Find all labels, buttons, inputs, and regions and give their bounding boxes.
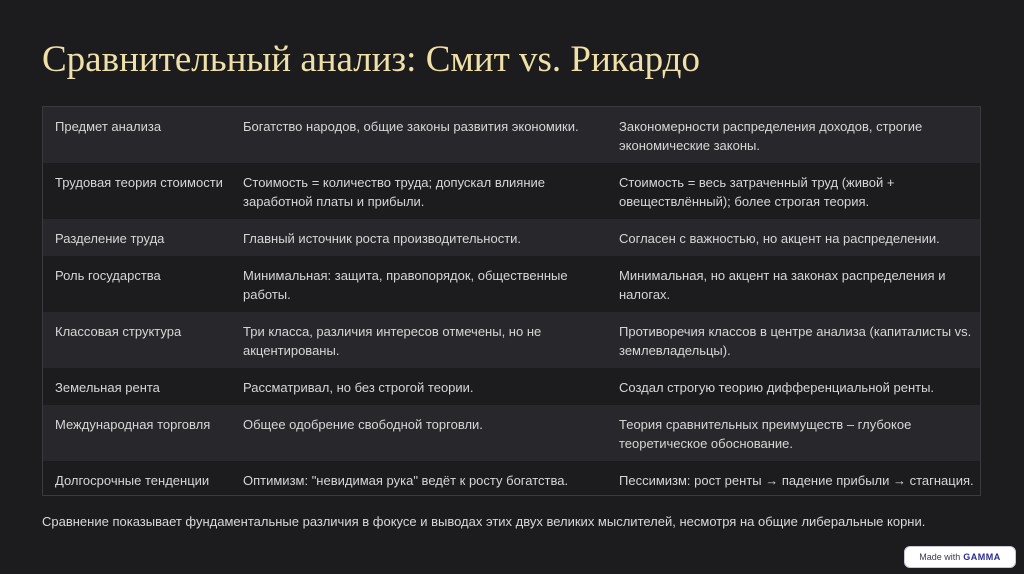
smith-cell: Минимальная: защита, правопорядок, общественные работы. — [243, 268, 568, 302]
ricardo-cell: Закономерности распределения доходов, строгие экономические законы. — [619, 119, 923, 153]
smith-cell: Богатство народов, общие законы развития экономики. — [243, 119, 579, 134]
row-label: Трудовая теория стоимости — [55, 175, 223, 190]
table-row — [43, 312, 980, 368]
row-label: Роль государства — [55, 268, 161, 283]
badge-prefix: Made with — [919, 552, 961, 562]
row-label: Разделение труда — [55, 231, 165, 246]
table-row — [43, 368, 980, 405]
table-row — [43, 256, 980, 312]
smith-cell: Стоимость = количество труда; допускал влияние заработной платы и прибыли. — [243, 175, 546, 209]
ricardo-cell: Создал строгую теорию дифференциальной ренты. — [619, 380, 935, 395]
gamma-logo: GAMMA — [963, 552, 1001, 562]
page-title: Сравнительный анализ: Смит vs. Рикардо — [42, 39, 700, 80]
table-row — [43, 219, 980, 256]
row-label: Земельная рента — [55, 380, 160, 395]
made-with-gamma-badge[interactable] — [904, 546, 1016, 568]
row-label: Долгосрочные тенденции — [55, 473, 210, 488]
ricardo-cell: Согласен с важностью, но акцент на распределении. — [619, 231, 940, 246]
footnote: Сравнение показывает фундаментальные различия в фокусе и выводах этих двух великих мыслителей, несмотря на общие либеральные корни. — [42, 514, 926, 529]
ricardo-cell: Противоречия классов в центре анализа (капиталисты vs. землевладельцы). — [619, 324, 972, 358]
ricardo-cell: Минимальная, но акцент на законах распределения и налогах. — [619, 268, 946, 302]
ricardo-cell: Теория сравнительных преимуществ – глубокое теоретическое обоснование. — [619, 417, 912, 451]
table-row — [43, 107, 980, 163]
smith-cell: Оптимизм: "невидимая рука" ведёт к росту богатства. — [243, 473, 569, 488]
table-row — [43, 163, 980, 219]
table-row — [43, 461, 980, 495]
row-label: Предмет анализа — [55, 119, 162, 134]
row-label: Классовая структура — [55, 324, 182, 339]
table-row — [43, 405, 980, 461]
comparison-table — [42, 106, 981, 496]
smith-cell: Общее одобрение свободной торговли. — [243, 417, 483, 432]
smith-cell: Три класса, различия интересов отмечены, но не акцентированы. — [243, 324, 542, 358]
smith-cell: Главный источник роста производительности. — [243, 231, 522, 246]
ricardo-cell: Пессимизм: рост ренты → падение прибыли → стагнация. — [619, 473, 974, 488]
ricardo-cell: Стоимость = весь затраченный труд (живой + овеществлённый); более строгая теория. — [619, 175, 895, 209]
smith-cell: Рассматривал, но без строгой теории. — [243, 380, 474, 395]
row-label: Международная торговля — [55, 417, 211, 432]
